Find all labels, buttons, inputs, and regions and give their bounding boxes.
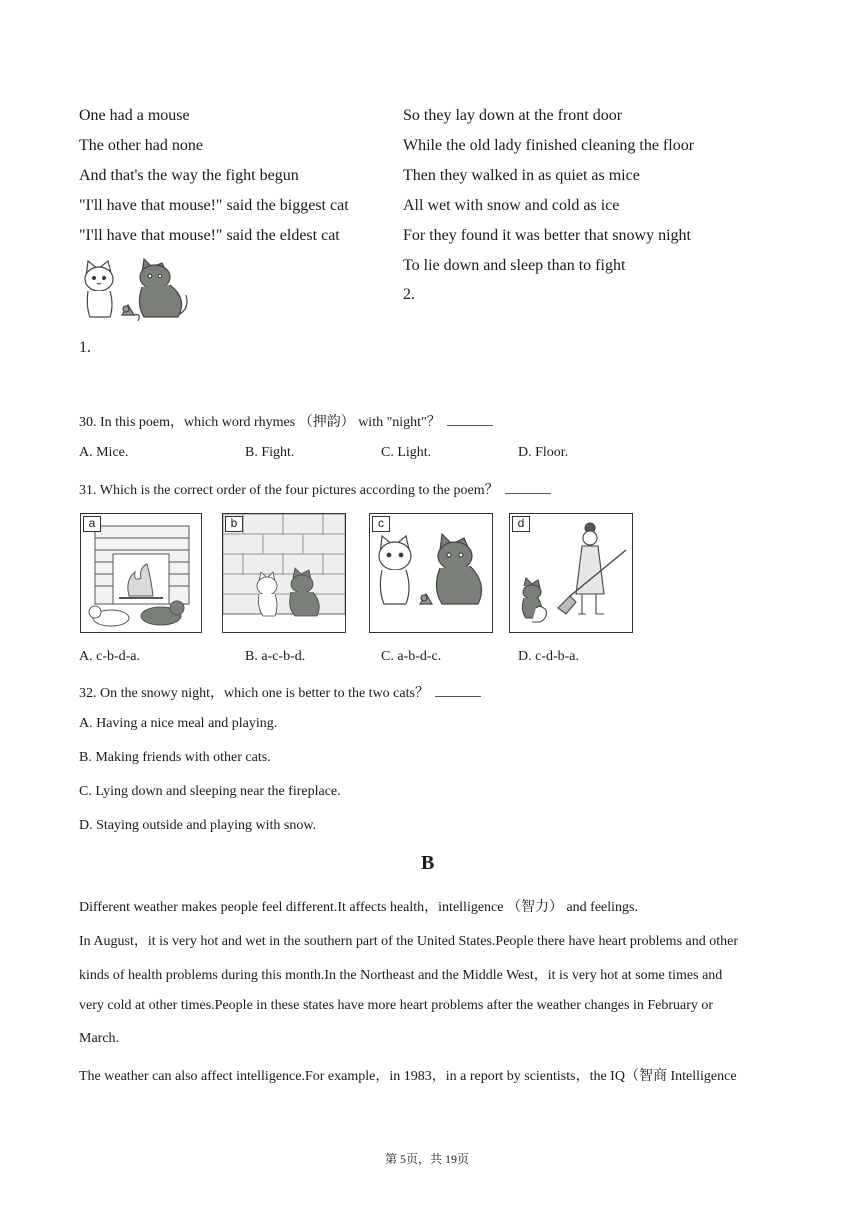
poem-right-line-6: To lie down and sleep than to fight	[403, 257, 626, 274]
page-footer: 第 5页，共 19页	[385, 1152, 470, 1166]
poem-left-line-2: The other had none	[79, 137, 203, 154]
poem-left-line-3: And that's the way the fight begun	[79, 167, 299, 184]
q31-answer-blank[interactable]	[505, 481, 551, 494]
picture-c	[369, 513, 493, 633]
picture-b-tag: b	[225, 516, 243, 532]
q32-answer-blank[interactable]	[435, 684, 481, 697]
picture-a	[80, 513, 202, 633]
section-b-line-4: very cold at other times.People in these states have more heart problems after the weather changes in February or	[79, 998, 714, 1013]
cats-mouse-illustration	[78, 255, 193, 327]
q31-option-a: A. c-b-d-a.	[79, 649, 141, 664]
q30-option-c: C. Light.	[381, 445, 432, 460]
picture-d-tag: d	[512, 516, 530, 532]
section-b-line-2: In August，it is very hot and wet in the southern part of the United States.People there have heart problems and other	[79, 934, 739, 949]
q31-option-b: B. a-c-b-d.	[245, 649, 306, 664]
q30-option-b: B. Fight.	[245, 445, 295, 460]
section-b-line-1: Different weather makes people feel different.It affects health，intelligence （智力） and feelings.	[79, 900, 639, 915]
poem-label-2: 2.	[403, 286, 415, 303]
q30-answer-blank[interactable]	[447, 413, 493, 426]
q32-option-b: B. Making friends with other cats.	[79, 750, 271, 765]
q31-option-c: C. a-b-d-c.	[381, 649, 442, 664]
poem-label-1: 1.	[79, 339, 91, 356]
poem-left-line-4: "I'll have that mouse!" said the biggest cat	[79, 197, 349, 214]
section-b-line-3: kinds of health problems during this month.In the Northeast and the Middle West，it is very hot at some times and	[79, 968, 723, 983]
q32-option-c: C. Lying down and sleeping near the fireplace.	[79, 784, 341, 799]
picture-c-tag: c	[372, 516, 390, 532]
picture-b	[222, 513, 346, 633]
poem-right-line-5: For they found it was better that snowy night	[403, 227, 691, 244]
q32-option-a: A. Having a nice meal and playing.	[79, 716, 278, 731]
picture-a-tag: a	[83, 516, 101, 532]
q32-option-d: D. Staying outside and playing with snow.	[79, 818, 317, 833]
section-b-line-6: The weather can also affect intelligence.For example，in 1983，in a report by scientists，the IQ（智商 Intelligence	[79, 1069, 737, 1084]
q31-stem: 31. Which is the correct order of the four pictures according to the poem？	[79, 479, 551, 499]
section-b-heading: B	[421, 852, 435, 874]
poem-right-line-1: So they lay down at the front door	[403, 107, 623, 124]
q30-option-d: D. Floor.	[518, 445, 569, 460]
q30-option-a: A. Mice.	[79, 445, 129, 460]
poem-left-line-1: One had a mouse	[79, 107, 190, 124]
picture-d	[509, 513, 633, 633]
q32-stem: 32. On the snowy night，which one is better to the two cats？	[79, 682, 481, 702]
poem-left-line-5: "I'll have that mouse!" said the eldest cat	[79, 227, 340, 244]
poem-right-line-4: All wet with snow and cold as ice	[403, 197, 620, 214]
poem-right-line-2: While the old lady finished cleaning the floor	[403, 137, 695, 154]
q30-stem: 30. In this poem，which word rhymes （押韵） with "night"？	[79, 411, 493, 431]
poem-right-line-3: Then they walked in as quiet as mice	[403, 167, 640, 184]
section-b-line-5: March.	[79, 1031, 120, 1046]
q31-option-d: D. c-d-b-a.	[518, 649, 580, 664]
